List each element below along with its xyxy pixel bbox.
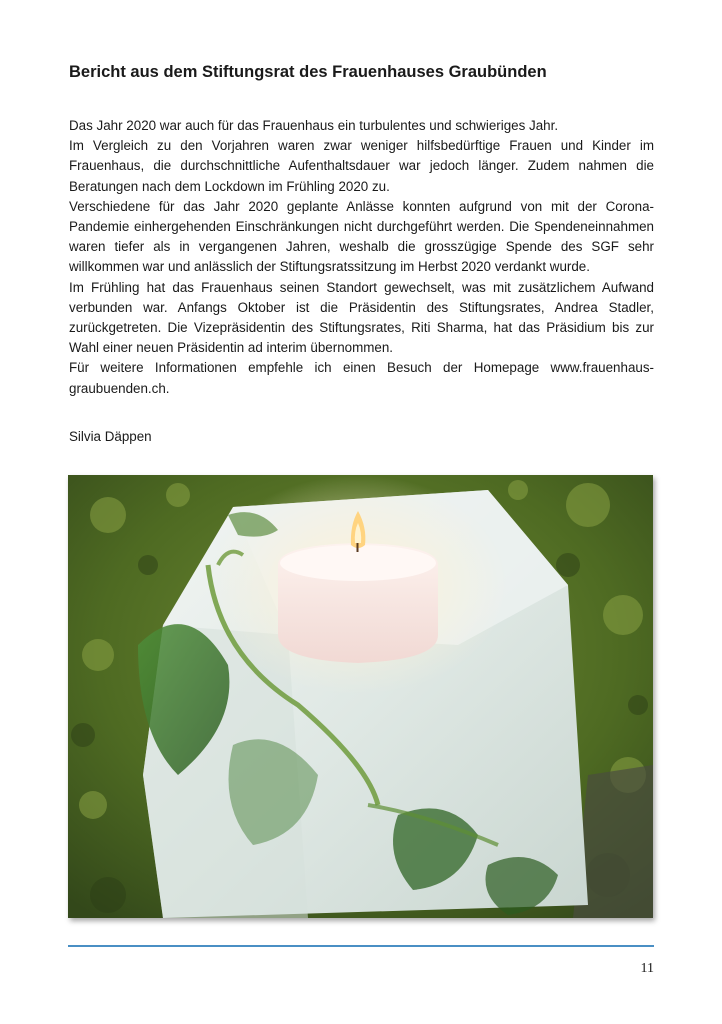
paragraph: Verschiedene für das Jahr 2020 geplante Anlässe konnten aufgrund von mit der Corona-Pandemie einhergehenden Einschränkungen nicht durchgeführt werden. Die Spendeneinnahmen waren tiefer als in vergangenen Jahren, weshalb die grosszügige Spende des SGF sehr willkommen war und anlässlich der Stiftungsratssitzung im Herbst 2020 verdankt wurde. [69,198,654,275]
signature: Silvia Däppen [69,429,152,444]
paragraph: Im Vergleich zu den Vorjahren waren zwar weniger hilfsbedürftige Frauen und Kinder im Frauenhaus, die durchschnittliche Aufenthaltsdauer war jedoch länger. Zudem nahmen die Beratungen nach dem Lockdown im Frühling 2020 zu. [69,138,654,194]
paragraph: Im Frühling hat das Frauenhaus seinen Standort gewechselt, was mit zusätzlichem Aufwand verbunden war. Anfangs Oktober ist die Präsidentin des Stiftungsrates, Andrea Stadler, zurückgetreten. Die Vizepräsidentin des Stiftungsrates, Riti Sharma, hat das Präsidium bis zur Wahl einer neuen Präsidentin ad interim übernommen. [69,279,654,356]
page-number: 11 [640,961,654,976]
report-body [69,116,654,399]
paragraph: Für weitere Informationen empfehle ich einen Besuch der Homepage www.frauenhaus-graubuenden.ch. [69,360,654,396]
ice-lantern-photo [68,475,653,918]
paragraph: Das Jahr 2020 war auch für das Frauenhaus ein turbulentes und schwieriges Jahr. [69,118,559,133]
footer-rule [68,945,654,947]
page-title: Bericht aus dem Stiftungsrat des Frauenhauses Graubünden [69,63,547,81]
